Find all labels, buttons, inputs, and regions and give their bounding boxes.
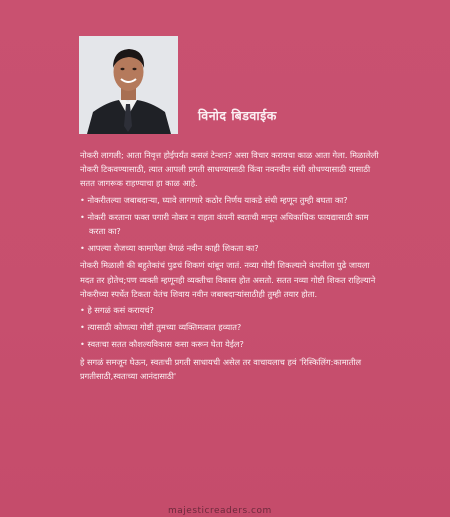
middle-paragraph: नोकरी मिळाली की बहुतेकांचं पुढचं शिकणं थांबून जातं. नव्या गोष्टी शिकल्याने कंपनीला पुढे जायला मदत तर होतेच;पण व्यक्ती म्हणूनही व्यक्तीचा विकास होत असतो. सतत नव्या गोष्टी शिकत राहिल्याने नोकरीच्या स्पर्धेत टिकता येतंच शिवाय नवीन जबाबदाऱ्यांसाठीही तुम्ही तयार होता. (80, 260, 376, 299)
question-bullet: • हे सगळं कसं करायचं? (80, 303, 380, 317)
author-name: विनोद बिडवाईक (198, 108, 277, 123)
author-photo (79, 36, 178, 134)
closing-paragraph: हे सगळं समजून घेऊन, स्वतःची प्रगती साधायची असेल तर वाचायलाच हवं 'रिस्किलिंग:कामातील प्रगतीसाठी,स्वतःच्या आनंदासाठी' (80, 356, 362, 381)
intro-paragraph: नोकरी लागली; आता निवृत्त होईपर्यंत कसलं टेन्शन? असा विचार करायचा काळ आता गेला. मिळालेली नोकरी टिकवण्यासाठी, त्यात आपली प्रगती साधण्यासाठी किंवा नवनवीन संधी शोधण्यासाठी यासाठी सतत जागरूक राहण्याचा हा काळ आहे. (80, 150, 379, 189)
question-bullet: • त्यासाठी कोणत्या गोष्टी तुमच्या व्यक्तिमत्वात हव्यात? (80, 320, 380, 334)
question-bullet: • नोकरी करताना फक्त पगारी नोकर न राहता कंपनी स्वतःची मानून अधिकाधिक फायद्यासाठी काम करता का? (80, 210, 380, 238)
publisher-url: majesticreaders.com (168, 506, 272, 516)
question-bullet: • नोकरीतल्या जबाबदाऱ्या, घ्यावे लागणारे कठोर निर्णय याकडे संधी म्हणून तुम्ही बघता का? (80, 193, 380, 207)
author-portrait-image (79, 36, 178, 134)
question-bullet: • आपल्या रोजच्या कामापेक्षा वेगळं नवीन काही शिकता का? (80, 241, 380, 255)
blurb (80, 148, 380, 383)
question-bullet: • स्वतःचा सतत कौशल्यविकास कसा करून घेता येईल? (80, 337, 380, 351)
